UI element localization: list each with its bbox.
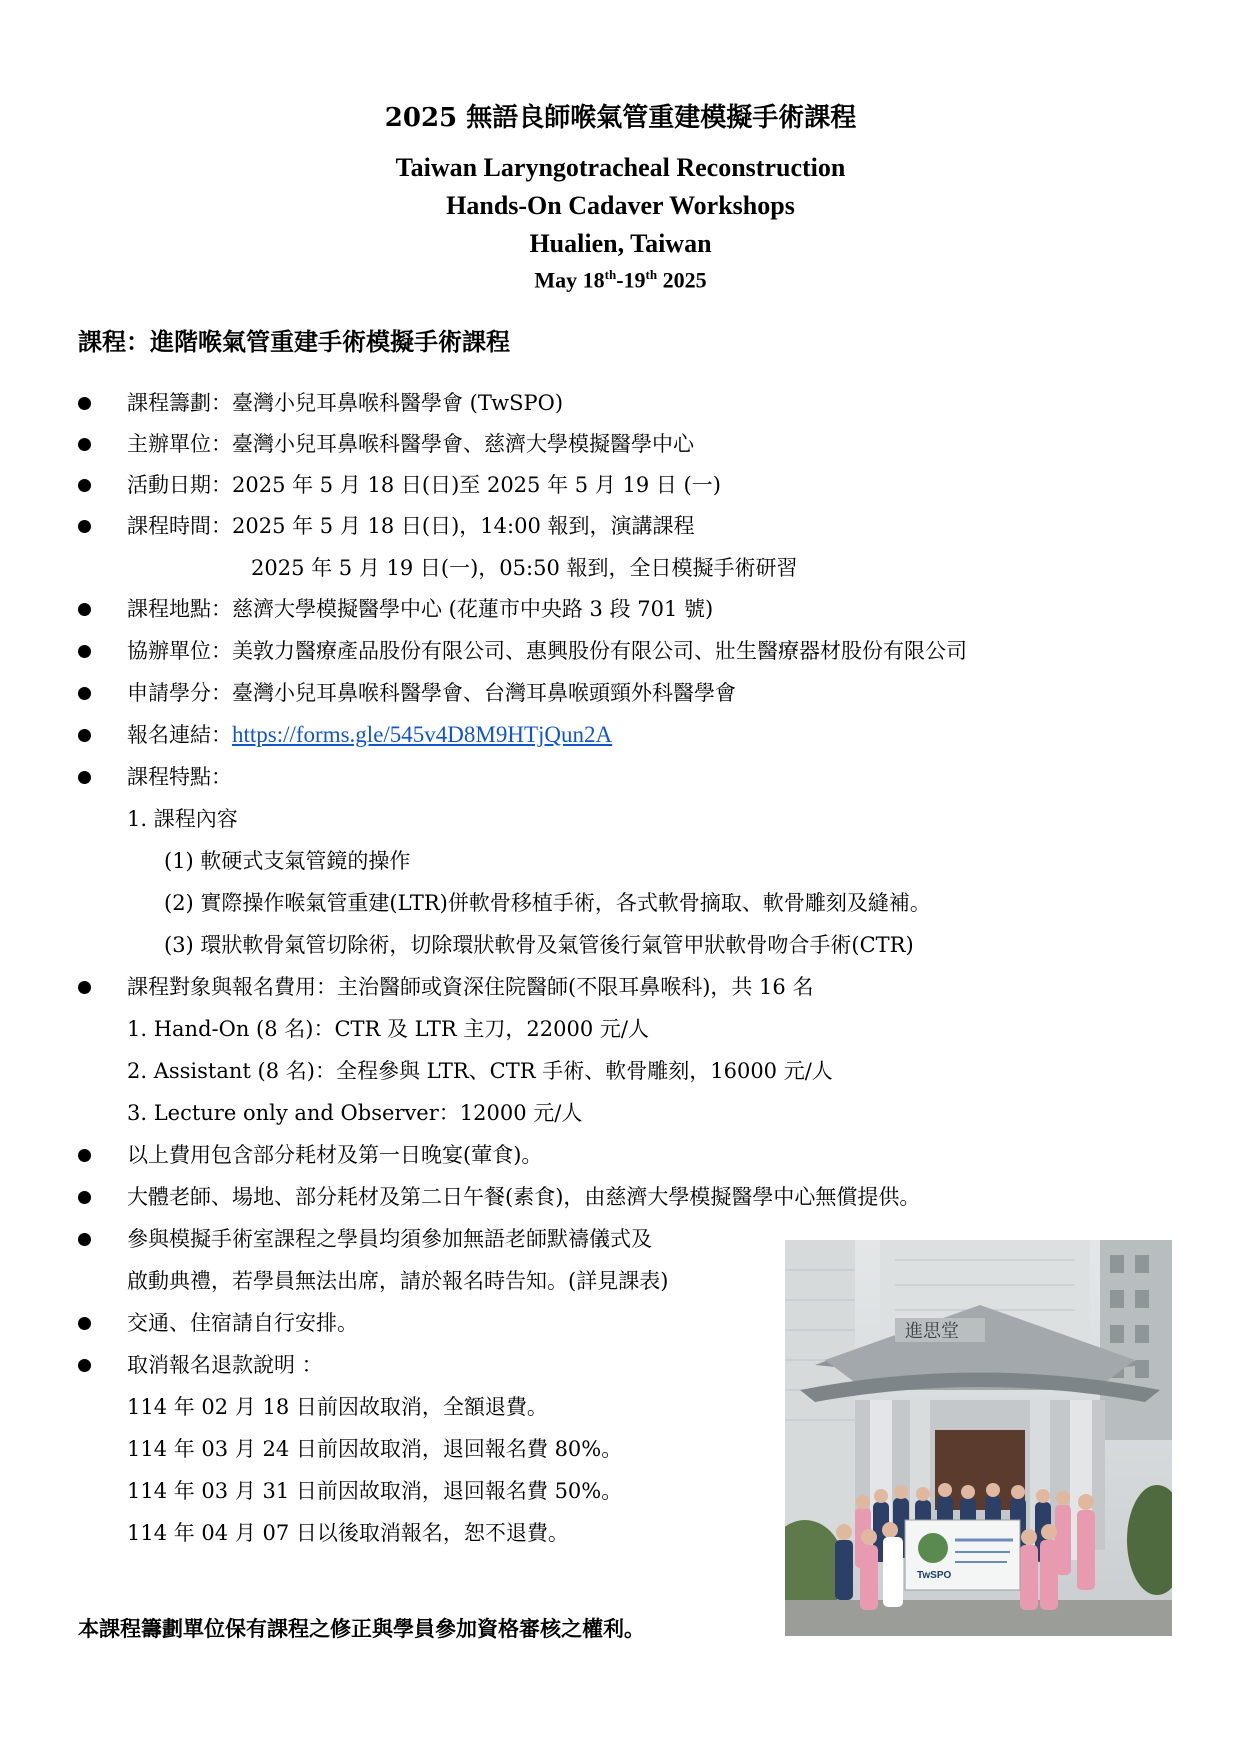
item-time-day1: 課程時間：2025 年 5 月 18 日(日)，14:00 報到，演講課程	[127, 514, 695, 538]
bullet-dot	[78, 1317, 91, 1330]
course-title-english-line1: Taiwan Laryngotracheal Reconstruction	[395, 153, 846, 182]
group-photo-illustration	[785, 1240, 1172, 1636]
fee-item-1: 1. Hand-On (8 名)：CTR 及 LTR 主刀，22000 元/人	[127, 1017, 649, 1041]
content-item-2: (2) 實際操作喉氣管重建(LTR)併軟骨移植手術，各式軟骨摘取、軟骨雕刻及縫補。	[164, 891, 931, 915]
bullet-dot	[78, 645, 91, 658]
registration-link[interactable]: https://forms.gle/545v4D8M9HTjQun2A	[232, 722, 613, 747]
item-co-organizers: 協辦單位：美敦力醫療產品股份有限公司、惠興股份有限公司、壯生醫療器材股份有限公司	[127, 639, 967, 663]
item-organizer: 主辦單位：臺灣小兒耳鼻喉科醫學會、慈濟大學模擬醫學中心	[127, 432, 694, 456]
bullet-dot	[78, 397, 91, 410]
temple-sign-text: 進思堂	[905, 1321, 959, 1342]
bullet-dot	[78, 438, 91, 451]
registration-label: 報名連結：	[127, 723, 232, 747]
bullet-dot	[78, 1359, 91, 1372]
item-location: 課程地點：慈濟大學模擬醫學中心 (花蓮市中央路 3 段 701 號)	[127, 597, 714, 621]
item-ceremony-line1: 參與模擬手術室課程之學員均須參加無語老師默禱儀式及	[127, 1227, 652, 1251]
course-date-heading	[0, 267, 1241, 293]
item-features: 課程特點：	[127, 765, 232, 789]
bullet-dot	[78, 1191, 91, 1204]
bullet-dot	[78, 520, 91, 533]
bullet-dot	[78, 981, 91, 994]
date-mid: -19	[616, 267, 646, 293]
bullet-dot	[78, 771, 91, 784]
content-heading: 1. 課程內容	[127, 807, 238, 831]
item-refund-label: 取消報名退款說明 ：	[127, 1353, 323, 1377]
date-prefix: May 18	[534, 267, 605, 293]
item-event-date: 活動日期：2025 年 5 月 18 日(日)至 2025 年 5 月 19 日 (一)	[127, 473, 721, 497]
item-planner: 課程籌劃：臺灣小兒耳鼻喉科醫學會 (TwSPO)	[127, 391, 564, 415]
fee-item-3: 3. Lecture only and Observer：12000 元/人	[127, 1101, 583, 1125]
bullet-dot	[78, 479, 91, 492]
content-item-3: (3) 環狀軟骨氣管切除術，切除環狀軟骨及氣管後行氣管甲狀軟骨吻合手術(CTR)	[164, 933, 914, 957]
banner-text: TwSPO	[917, 1570, 952, 1581]
item-registration	[127, 720, 612, 750]
date-sup2: th	[645, 267, 658, 282]
person-white-shirt	[883, 1537, 903, 1607]
date-sup1: th	[604, 267, 617, 282]
course-location-heading: Hualien, Taiwan	[529, 229, 712, 258]
refund-line-3: 114 年 03 月 31 日前因故取消，退回報名費 50%。	[127, 1479, 623, 1503]
bullet-dot	[78, 687, 91, 700]
footer-note: 本課程籌劃單位保有課程之修正與學員參加資格審核之權利。	[78, 1616, 645, 1641]
item-fee-note: 以上費用包含部分耗材及第一日晚宴(葷食)。	[127, 1143, 543, 1167]
item-time-day2: 2025 年 5 月 19 日(一)，05:50 報到，全日模擬手術研習	[251, 556, 798, 580]
date-suffix: 2025	[657, 267, 707, 293]
item-provided: 大體老師、場地、部分耗材及第二日午餐(素食)，由慈濟大學模擬醫學中心無償提供。	[127, 1185, 921, 1209]
bullet-dot	[78, 603, 91, 616]
course-title-chinese: 2025 無語良師喉氣管重建模擬手術課程	[384, 103, 857, 133]
item-credits: 申請學分：臺灣小兒耳鼻喉科醫學會、台灣耳鼻喉頭頸外科醫學會	[127, 681, 736, 705]
item-transport: 交通、住宿請自行安排。	[127, 1311, 358, 1335]
bullet-dot	[78, 729, 91, 742]
section-title: 課程：進階喉氣管重建手術模擬手術課程	[78, 327, 510, 356]
refund-line-4: 114 年 04 月 07 日以後取消報名，恕不退費。	[127, 1521, 569, 1545]
course-title-english-line2: Hands-On Cadaver Workshops	[446, 191, 795, 220]
bullet-dot	[78, 1233, 91, 1246]
bullet-dot	[78, 1149, 91, 1162]
ground	[785, 1600, 1172, 1636]
group-photo	[785, 1240, 1172, 1636]
content-item-1: (1) 軟硬式支氣管鏡的操作	[164, 849, 411, 873]
refund-line-1: 114 年 02 月 18 日前因故取消，全額退費。	[127, 1395, 548, 1419]
banner-logo	[918, 1533, 948, 1563]
item-ceremony-line2: 啟動典禮，若學員無法出席，請於報名時告知。(詳見課表)	[127, 1269, 669, 1293]
item-audience: 課程對象與報名費用：主治醫師或資深住院醫師(不限耳鼻喉科)，共 16 名	[127, 975, 814, 999]
refund-line-2: 114 年 03 月 24 日前因故取消，退回報名費 80%。	[127, 1437, 623, 1461]
fee-item-2: 2. Assistant (8 名)：全程參與 LTR、CTR 手術、軟骨雕刻，16000 元/人	[127, 1059, 833, 1083]
